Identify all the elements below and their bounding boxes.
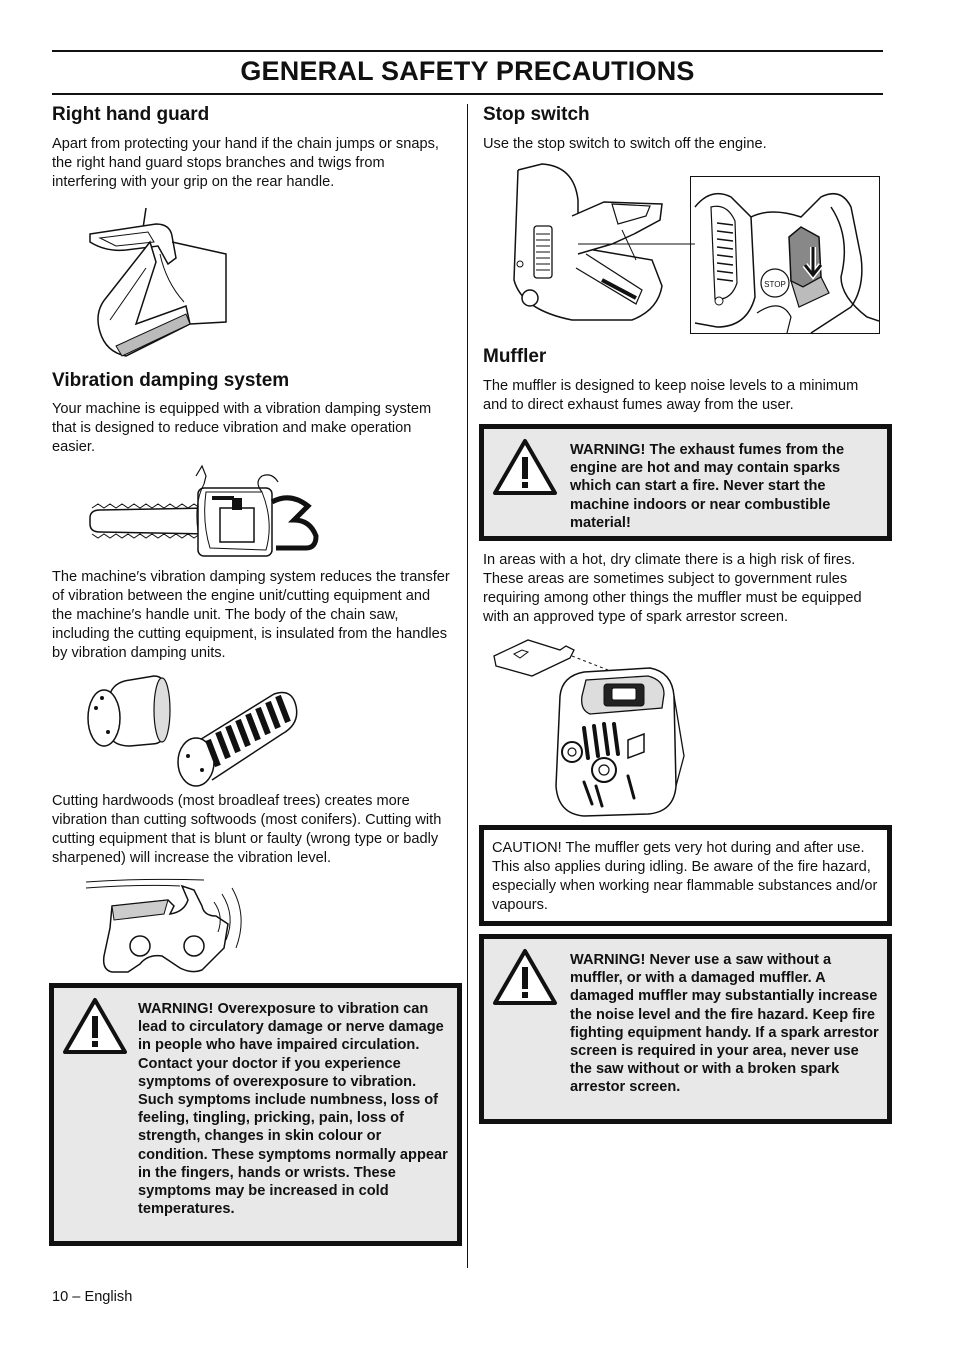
stop-switch-detail-frame — [690, 176, 880, 334]
stop-switch-detail-illustration — [691, 177, 879, 333]
vibration-warning-text: WARNING! Overexposure to vibration can lead to circulatory damage or nerve damage in people who have impaired circulation. Contact your doctor if you experience symptoms of overexposure to vibration. Such symptoms include numbness, loss of feeling, tingling, pricking, pain, loss of strength, changes in skin colour or condition. These symptoms normally appear in the fingers, hands or wrists. These symptoms may be increased in cold temperatures. — [138, 1001, 448, 1218]
vibration-warning-box — [49, 983, 462, 1246]
vibration-heading: Vibration damping system — [52, 370, 290, 391]
warning-triangle-icon — [491, 437, 559, 497]
stop-label: STOP — [764, 280, 786, 289]
right-hand-guard-illustration — [86, 202, 231, 362]
muffler-caution-box — [479, 825, 892, 926]
stop-switch-text: Use the stop switch to switch off the engine. — [483, 136, 767, 152]
page-number: 10 – English — [52, 1289, 133, 1305]
vibration-text-2: The machine′s vibration damping system reduces the transfer of vibration between the engine unit/cutting equipment and the machine′s handle unit. The body of the chain saw, including the cutting equipment, is insulated from the handles by vibration damping units. — [52, 569, 450, 661]
muffler-warning-text-1: WARNING! The exhaust fumes from the engine are hot and may contain sparks which can start a fire. Never start the machine indoors or near combustible material! — [570, 442, 845, 531]
muffler-heading: Muffler — [483, 346, 547, 367]
warning-triangle-icon — [491, 947, 559, 1007]
chainsaw-vibration-illustration — [86, 462, 322, 560]
muffler-spark-arrestor-illustration — [488, 636, 688, 820]
right-hand-guard-heading: Right hand guard — [52, 104, 210, 125]
muffler-text-1: The muffler is designed to keep noise levels to a minimum and to direct exhaust fumes away from the user. — [483, 378, 859, 413]
header-rule-top — [52, 50, 883, 52]
muffler-text-2: In areas with a hot, dry climate there is a high risk of fires. These areas are sometimes subject to government rules requiring among other things the muffler must be equipped with an approved type of spark arrestor screen. — [483, 552, 862, 625]
muffler-warning-text-2: WARNING! Never use a saw without a muffler, or with a damaged muffler. A damaged muffler may substantially increase the noise level and the fire hazard. Keep fire fighting equipment handy. If a spark arrestor screen is required in your area, never use the saw without or with a broken spark arrestor screen. — [570, 952, 879, 1096]
vibration-text-3: Cutting hardwoods (most broadleaf trees) creates more vibration than cutting softwoods (most conifers). Cutting with cutting equipment that is blunt or faulty (wrong type or badly sharpened) will increase the vibration level. — [52, 793, 442, 866]
muffler-warning-box-2 — [479, 934, 892, 1124]
muffler-caution-text: CAUTION! The muffler gets very hot during and after use. This also applies during idling. Be aware of the fire hazard, especially when working near flammable substances and/or vapours. — [492, 840, 878, 913]
right-hand-guard-text: Apart from protecting your hand if the chain jumps or snaps, the right hand guard stops branches and twigs from interfering with your grip on the rear handle. — [52, 136, 439, 190]
vibration-text-1: Your machine is equipped with a vibration damping system that is designed to reduce vibration and make operation easier. — [52, 401, 432, 455]
vibration-damping-units-illustration — [86, 670, 306, 788]
stop-switch-heading: Stop switch — [483, 104, 590, 125]
column-divider — [467, 104, 468, 1268]
header-rule-bottom — [52, 93, 883, 95]
muffler-warning-box-1 — [479, 424, 892, 541]
page-title: GENERAL SAFETY PRECAUTIONS — [240, 56, 695, 86]
cutter-tooth-illustration — [84, 876, 260, 976]
stop-switch-overview-illustration — [512, 160, 700, 330]
warning-triangle-icon — [61, 996, 129, 1056]
